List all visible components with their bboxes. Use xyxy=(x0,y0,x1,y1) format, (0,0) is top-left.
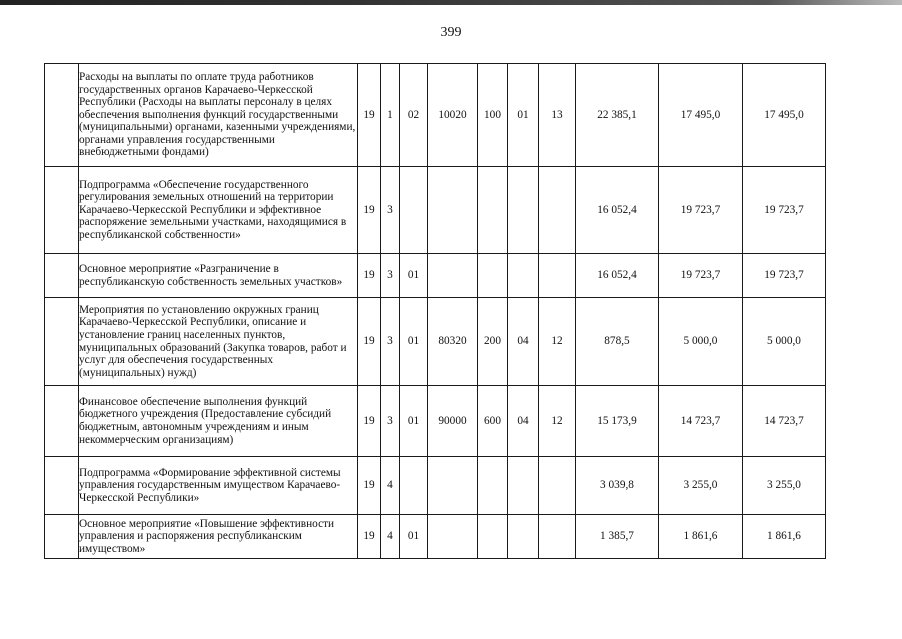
row-number-cell xyxy=(45,386,79,457)
code-podrazdel-cell xyxy=(539,515,576,559)
amount-year-2-cell: 1 861,6 xyxy=(659,515,743,559)
amount-year-1-cell: 22 385,1 xyxy=(576,64,659,167)
code-target-cell xyxy=(428,254,478,298)
code-razdel-cell xyxy=(508,515,539,559)
code-target-cell xyxy=(428,515,478,559)
code-razdel-cell: 04 xyxy=(508,386,539,457)
page-number: 399 xyxy=(440,25,462,40)
row-name-cell: Основное мероприятие «Повышение эффективности управления и распоряжения республиканским имуществом» xyxy=(79,515,358,559)
code-19-cell: 19 xyxy=(358,386,381,457)
code-razdel-cell: 01 xyxy=(508,64,539,167)
row-name-cell: Расходы на выплаты по оплате труда работников государственных органов Карачаево-Черкесской Республики (Расходы на выплаты персоналу в целях обеспечения выполнения функций государственными (муниципальными) органами, казенными учреждениями, органами управления государственными внебюджетными фондами) xyxy=(79,64,358,167)
code-expense-type-cell: 600 xyxy=(478,386,508,457)
code-subsection-cell: 01 xyxy=(400,386,428,457)
code-razdel-cell: 04 xyxy=(508,298,539,386)
amount-year-1-cell: 878,5 xyxy=(576,298,659,386)
code-target-cell: 90000 xyxy=(428,386,478,457)
code-podrazdel-cell: 12 xyxy=(539,298,576,386)
code-subsection-cell: 01 xyxy=(400,515,428,559)
amount-year-2-cell: 19 723,7 xyxy=(659,167,743,254)
code-expense-type-cell: 200 xyxy=(478,298,508,386)
code-section-cell: 3 xyxy=(381,386,400,457)
code-section-cell: 4 xyxy=(381,457,400,515)
code-19-cell: 19 xyxy=(358,167,381,254)
budget-table xyxy=(44,63,826,559)
amount-year-3-cell: 19 723,7 xyxy=(743,167,826,254)
amount-year-2-cell: 3 255,0 xyxy=(659,457,743,515)
scan-edge-shadow xyxy=(0,0,902,5)
code-section-cell: 4 xyxy=(381,515,400,559)
row-number-cell xyxy=(45,254,79,298)
code-target-cell: 80320 xyxy=(428,298,478,386)
code-subsection-cell xyxy=(400,167,428,254)
code-target-cell xyxy=(428,167,478,254)
amount-year-3-cell: 17 495,0 xyxy=(743,64,826,167)
code-podrazdel-cell: 13 xyxy=(539,64,576,167)
code-subsection-cell: 02 xyxy=(400,64,428,167)
amount-year-3-cell: 5 000,0 xyxy=(743,298,826,386)
code-subsection-cell: 01 xyxy=(400,298,428,386)
row-number-cell xyxy=(45,515,79,559)
row-name-cell: Подпрограмма «Формирование эффективной системы управления государственным имуществом Карачаево-Черкесской Республики» xyxy=(79,457,358,515)
code-expense-type-cell xyxy=(478,254,508,298)
amount-year-2-cell: 19 723,7 xyxy=(659,254,743,298)
amount-year-3-cell: 3 255,0 xyxy=(743,457,826,515)
code-expense-type-cell xyxy=(478,515,508,559)
row-name-cell: Подпрограмма «Обеспечение государственного регулирования земельных отношений на территории Карачаево-Черкесской Республики и эффективное распоряжение земельными участками, находящимися в республиканской собственности» xyxy=(79,167,358,254)
code-section-cell: 3 xyxy=(381,254,400,298)
table-row xyxy=(45,167,826,254)
code-subsection-cell xyxy=(400,457,428,515)
amount-year-2-cell: 17 495,0 xyxy=(659,64,743,167)
row-number-cell xyxy=(45,457,79,515)
row-name-cell: Мероприятия по установлению окружных границ Карачаево-Черкесской Республики, описание и установление границ населенных пунктов, муниципальных образований (Закупка товаров, работ и услуг для обеспечения государственных (муниципальных) нужд) xyxy=(79,298,358,386)
code-19-cell: 19 xyxy=(358,515,381,559)
table-row xyxy=(45,386,826,457)
code-section-cell: 3 xyxy=(381,298,400,386)
code-razdel-cell xyxy=(508,457,539,515)
amount-year-1-cell: 1 385,7 xyxy=(576,515,659,559)
code-razdel-cell xyxy=(508,167,539,254)
amount-year-2-cell: 5 000,0 xyxy=(659,298,743,386)
amount-year-1-cell: 16 052,4 xyxy=(576,167,659,254)
code-section-cell: 3 xyxy=(381,167,400,254)
code-19-cell: 19 xyxy=(358,64,381,167)
amount-year-3-cell: 14 723,7 xyxy=(743,386,826,457)
row-number-cell xyxy=(45,298,79,386)
amount-year-1-cell: 15 173,9 xyxy=(576,386,659,457)
code-podrazdel-cell xyxy=(539,457,576,515)
table-row xyxy=(45,515,826,559)
amount-year-3-cell: 19 723,7 xyxy=(743,254,826,298)
table-row xyxy=(45,457,826,515)
row-name-cell: Основное мероприятие «Разграничение в республиканскую собственность земельных участков» xyxy=(79,254,358,298)
code-podrazdel-cell xyxy=(539,167,576,254)
code-target-cell xyxy=(428,457,478,515)
code-section-cell: 1 xyxy=(381,64,400,167)
amount-year-2-cell: 14 723,7 xyxy=(659,386,743,457)
row-number-cell xyxy=(45,167,79,254)
table-row xyxy=(45,64,826,167)
code-target-cell: 10020 xyxy=(428,64,478,167)
code-expense-type-cell xyxy=(478,167,508,254)
code-subsection-cell: 01 xyxy=(400,254,428,298)
code-expense-type-cell xyxy=(478,457,508,515)
table-row xyxy=(45,298,826,386)
code-podrazdel-cell: 12 xyxy=(539,386,576,457)
code-podrazdel-cell xyxy=(539,254,576,298)
amount-year-3-cell: 1 861,6 xyxy=(743,515,826,559)
code-19-cell: 19 xyxy=(358,254,381,298)
amount-year-1-cell: 3 039,8 xyxy=(576,457,659,515)
code-razdel-cell xyxy=(508,254,539,298)
code-expense-type-cell: 100 xyxy=(478,64,508,167)
amount-year-1-cell: 16 052,4 xyxy=(576,254,659,298)
table-row xyxy=(45,254,826,298)
code-19-cell: 19 xyxy=(358,457,381,515)
row-number-cell xyxy=(45,64,79,167)
row-name-cell: Финансовое обеспечение выполнения функций бюджетного учреждения (Предоставление субсидий бюджетным, автономным учреждениям и иным некоммерческим организациям) xyxy=(79,386,358,457)
code-19-cell: 19 xyxy=(358,298,381,386)
